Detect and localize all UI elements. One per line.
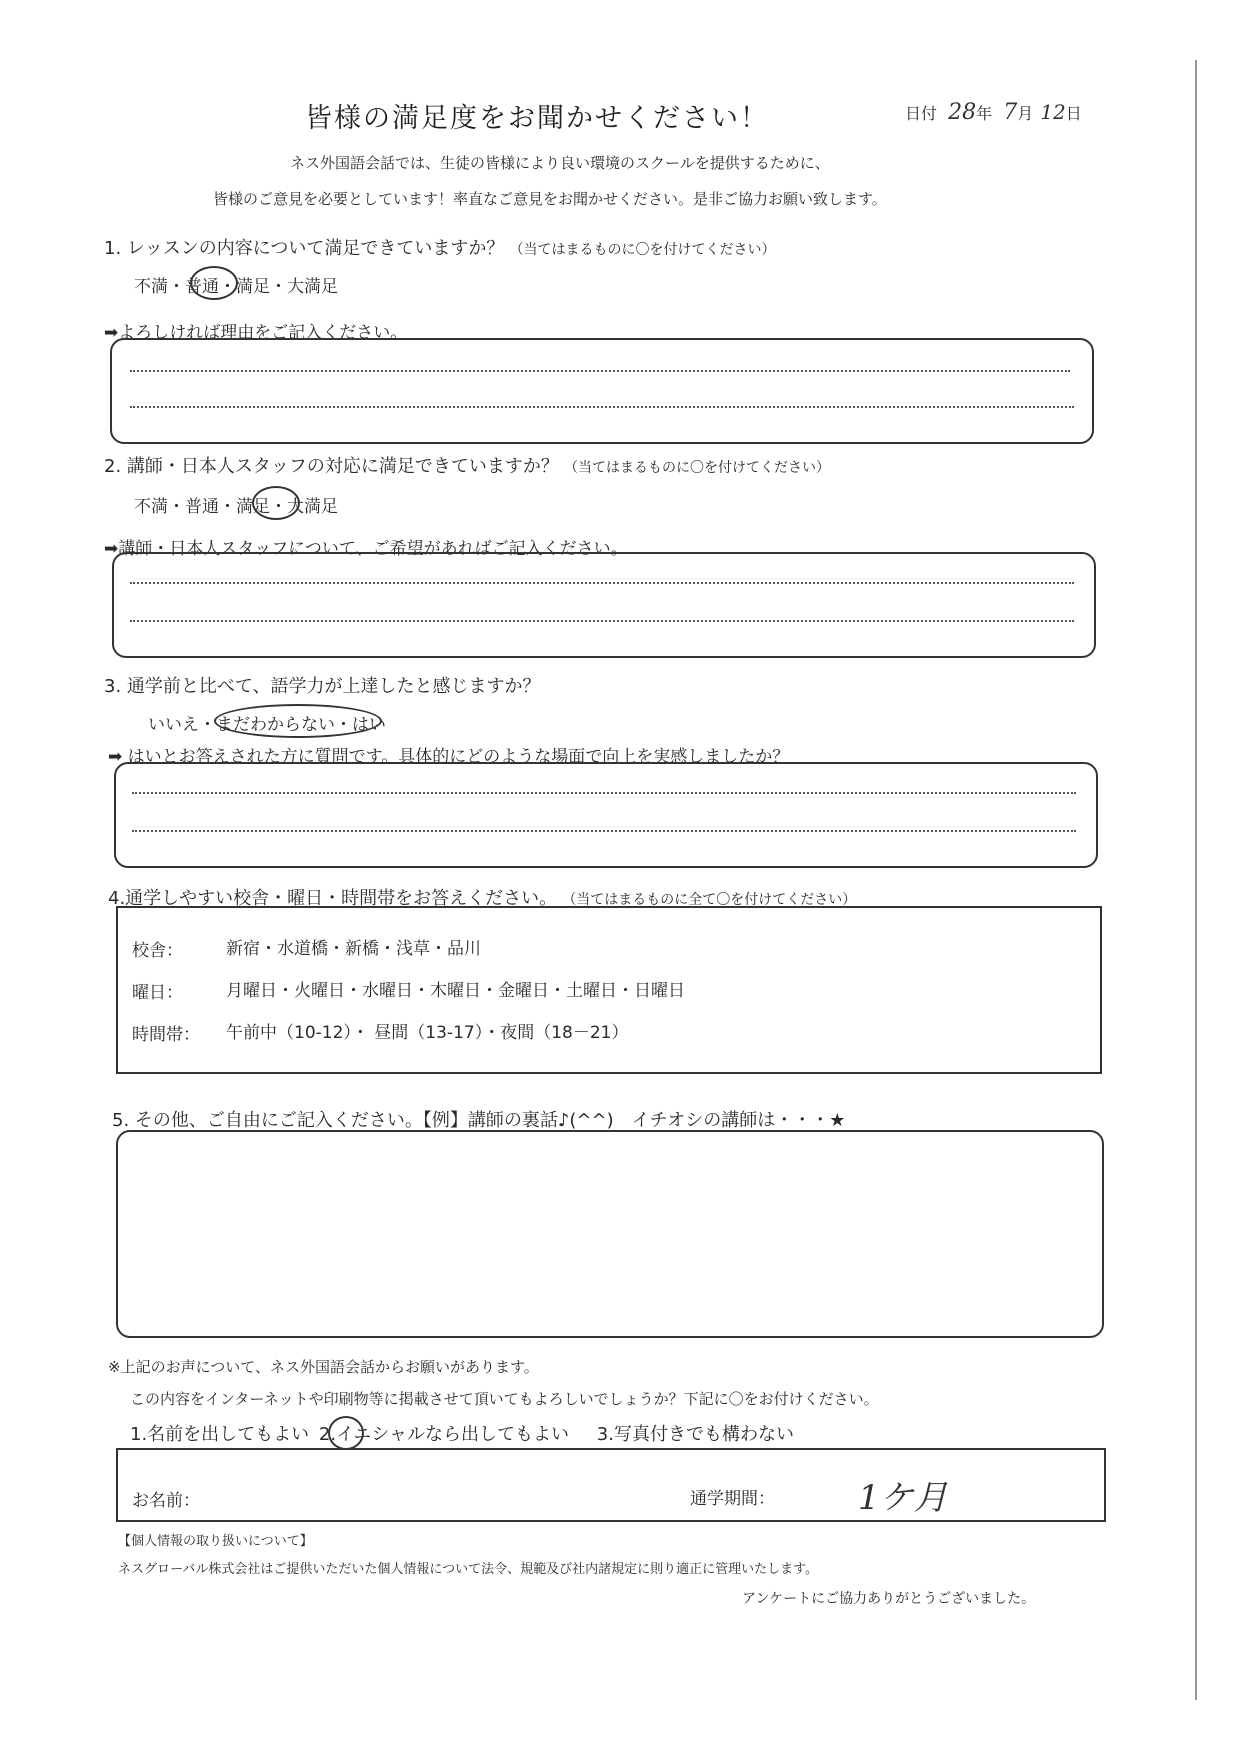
q1-sep-1: ・ <box>168 277 185 297</box>
name-label: お名前： <box>132 1491 200 1511</box>
date-day-unit: 日 <box>1065 104 1082 123</box>
q1-sep-3: ・ <box>270 277 287 297</box>
q2-selection-circle <box>252 486 300 520</box>
q4-row-value-weekday[interactable]: 月曜日・火曜日・水曜日・木曜日・金曜日・土曜日・日曜日 <box>226 981 685 1001</box>
q1-option-3[interactable]: 満足 <box>236 277 270 297</box>
thanks-message: アンケートにご協力ありがとうございました。 <box>742 1591 1036 1607</box>
q2-note: （当てはまるものに〇を付けてください） <box>564 460 830 476</box>
page-edge-line <box>1195 60 1197 1700</box>
q4-row-label-timeslot: 時間帯： <box>132 1025 200 1045</box>
date-day: 12 <box>1040 100 1066 124</box>
q3-option-1[interactable]: いいえ <box>148 715 199 735</box>
page-title: 皆様の満足度をお聞かせください！ <box>305 103 769 134</box>
date-month-unit: 月 <box>1017 104 1034 123</box>
q4-row-label-campus: 校舎： <box>132 941 183 961</box>
q1-note: （当てはまるものに〇を付けてください） <box>509 242 776 258</box>
name-box <box>116 1448 1106 1522</box>
q3-sep-2: ・ <box>335 715 352 735</box>
q3-option-3[interactable]: はい <box>352 715 386 735</box>
q2-options <box>134 492 338 517</box>
q3-sep-1: ・ <box>199 715 216 735</box>
q3-answer-line-2 <box>132 830 1076 832</box>
q3-answer-line-1 <box>132 792 1076 794</box>
intro-line-1: ネス外国語会話では、生徒の皆様により良い環境のスクールを提供するために、 <box>290 154 830 172</box>
consent-option-1[interactable]: 1.名前を出してもよい <box>130 1424 310 1445</box>
q1-answer-line-2 <box>130 406 1074 408</box>
consent-option-2-number: 2. <box>318 1424 337 1445</box>
q2-answer-box[interactable] <box>112 552 1096 658</box>
date-year: 28 <box>948 100 977 125</box>
q2-sep-2: ・ <box>219 497 236 517</box>
consent-selection-circle <box>328 1416 364 1450</box>
q1-question-line <box>104 234 775 260</box>
privacy-heading: 【個人情報の取り扱いについて】 <box>118 1534 313 1549</box>
q4-question: 4.通学しやすい校舎・曜日・時間帯をお答えください。 <box>108 888 558 909</box>
q4-note: （当てはまるものに全て〇を付けてください） <box>562 892 857 908</box>
q2-option-3-selected[interactable]: 満足 <box>236 497 270 517</box>
q3-prompt: ➡ はいとお答えされた方に質問です。具体的にどのような場面で向上を実感しましたか？ <box>108 747 790 767</box>
q2-option-2[interactable]: 普通 <box>185 497 219 517</box>
consent-options <box>130 1420 794 1446</box>
date-label: 日付 <box>905 104 938 123</box>
q3-question: 3. 通学前と比べて、語学力が上達したと感じますか？ <box>104 676 541 697</box>
q2-prompt: ➡講師・日本人スタッフについて、ご希望があればご記入ください。 <box>104 539 628 559</box>
q2-answer-line-1 <box>130 582 1074 584</box>
q1-prompt: ➡よろしければ理由をご記入ください。 <box>104 323 408 343</box>
date-field <box>905 100 1082 125</box>
q2-sep-1: ・ <box>168 497 185 517</box>
consent-note: ※上記のお声について、ネス外国語会話からお願いがあります。 <box>108 1358 539 1376</box>
period-label: 通学期間： <box>690 1489 775 1509</box>
q4-row-label-weekday: 曜日： <box>132 983 183 1003</box>
q1-selection-circle <box>190 266 238 300</box>
q1-question: 1. レッスンの内容について満足できていますか？ <box>104 238 505 259</box>
q3-selection-circle <box>214 704 382 738</box>
q2-option-4[interactable]: 大満足 <box>287 497 338 517</box>
q3-option-2-selected[interactable]: まだわからない <box>216 715 335 735</box>
q2-answer-line-2 <box>130 620 1074 622</box>
q4-options-box <box>116 906 1102 1074</box>
consent-request: この内容をインターネットや印刷物等に掲載させて頂いてもよろしいでしょうか？下記に〇をお付けください。 <box>130 1390 879 1408</box>
consent-option-2-text: イニシャルなら出してもよい <box>336 1424 570 1445</box>
q2-sep-3: ・ <box>270 497 287 517</box>
q2-option-1[interactable]: 不満 <box>134 497 168 517</box>
intro-line-2: 皆様のご意見を必要としています！率直なご意見をお聞かせください。是非ご協力お願い致します。 <box>213 190 887 208</box>
q2-question-line <box>104 452 830 478</box>
date-year-unit: 年 <box>976 104 993 123</box>
q1-option-1[interactable]: 不満 <box>134 277 168 297</box>
q2-question: 2. 講師・日本人スタッフの対応に満足できていますか？ <box>104 456 559 477</box>
q3-answer-box[interactable] <box>114 762 1098 868</box>
q1-sep-2: ・ <box>219 277 236 297</box>
q4-row-value-timeslot[interactable]: 午前中（10-12）・ 昼間（13-17）・夜間（18－21） <box>226 1023 629 1043</box>
q5-answer-box[interactable] <box>116 1130 1104 1338</box>
q1-answer-box[interactable] <box>110 338 1094 444</box>
q5-question: 5. その他、ご自由にご記入ください。【例】講師の裏話♪(^^) イチオシの講師は・・・★ <box>112 1110 846 1131</box>
consent-option-3[interactable]: 3.写真付きでも構わない <box>596 1424 794 1445</box>
date-month: 7 <box>1003 100 1018 125</box>
name-input[interactable] <box>238 1470 638 1510</box>
q1-answer-line-1 <box>130 370 1070 372</box>
q4-row-value-campus[interactable]: 新宿・水道橋・新橋・浅草・品川 <box>226 939 481 959</box>
period-value[interactable]: 1ケ月 <box>858 1478 948 1518</box>
q1-option-2-selected[interactable]: 普通 <box>185 277 219 297</box>
privacy-text: ネスグローバル株式会社はご提供いただいた個人情報について法令、規範及び社内諸規定に則り適正に管理いたします。 <box>118 1562 819 1577</box>
q1-option-4[interactable]: 大満足 <box>287 277 338 297</box>
